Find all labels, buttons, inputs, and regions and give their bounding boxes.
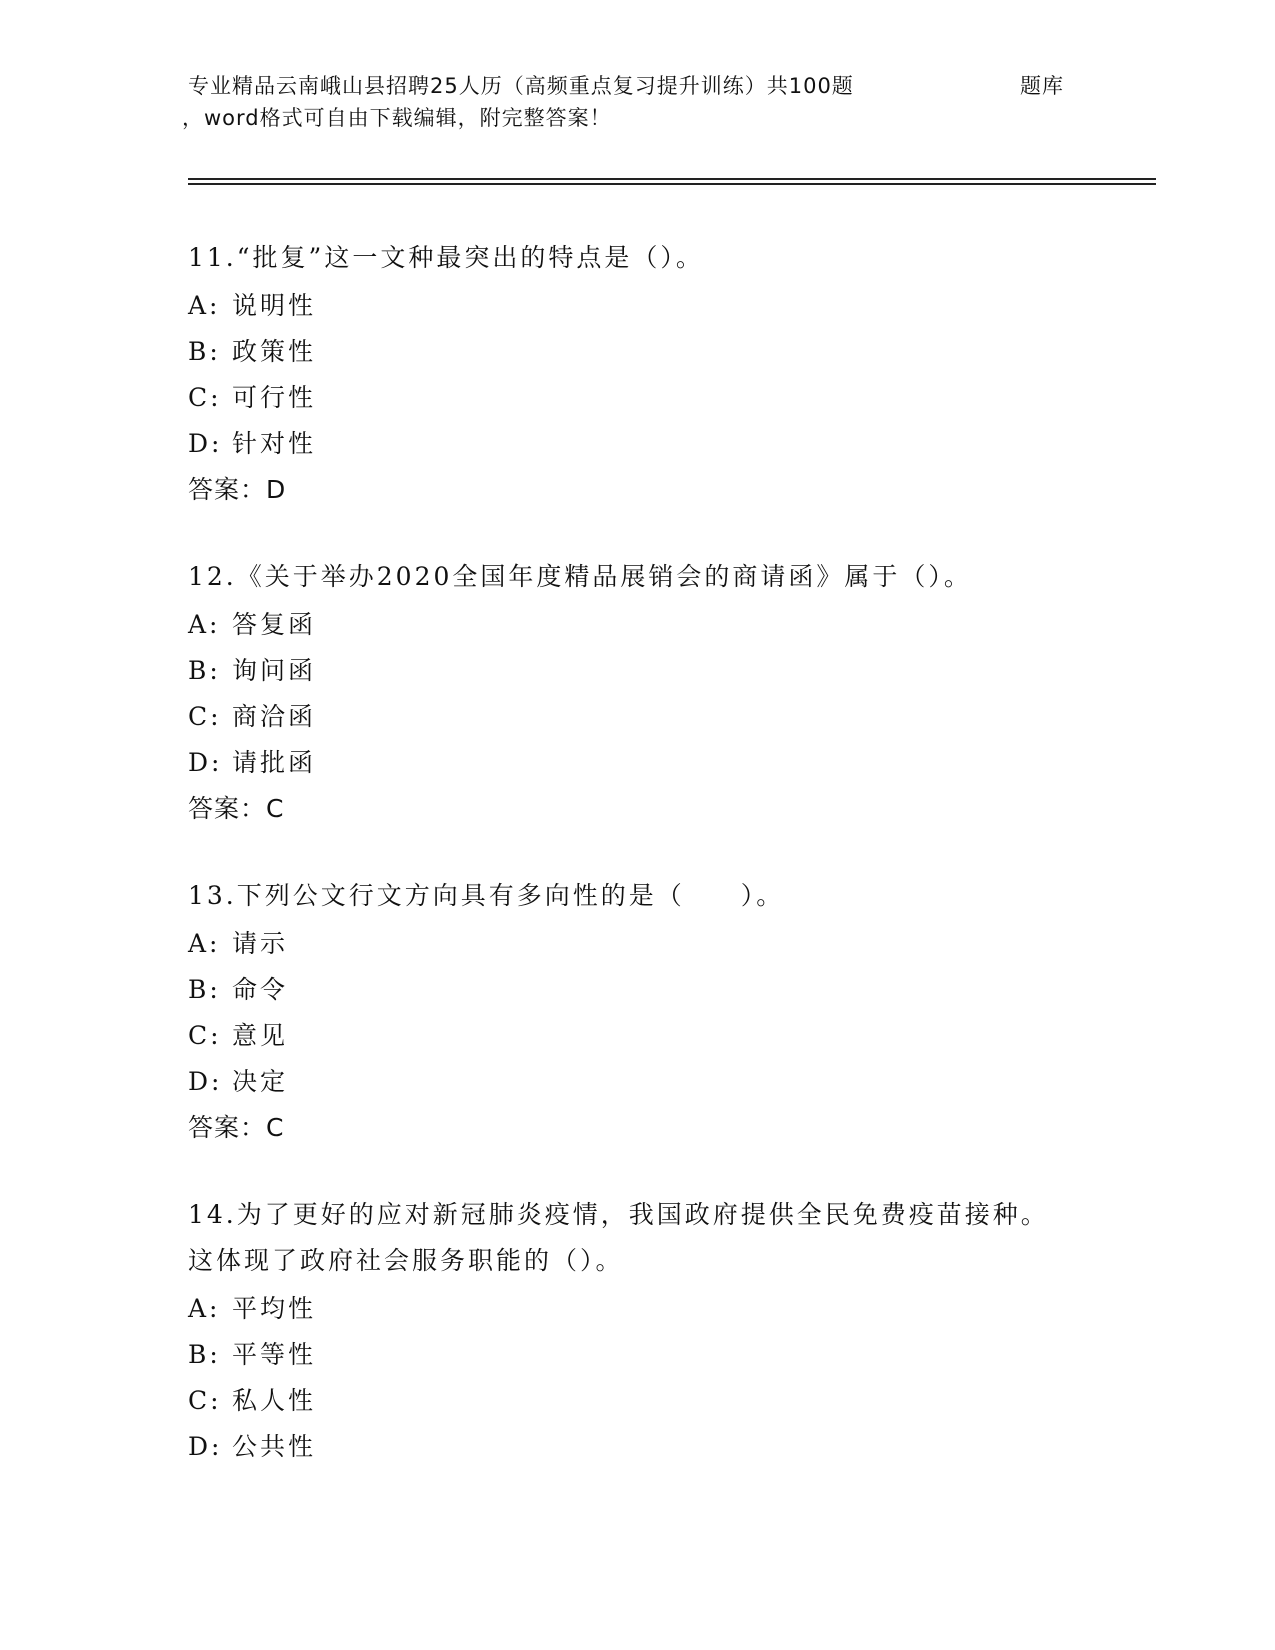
option-text: 决定 [232, 1067, 289, 1096]
option-text: 商洽函 [232, 702, 317, 731]
option-text: 说明性 [232, 291, 317, 320]
option-c [188, 694, 1088, 740]
question-text: 下列公文行文方向具有多向性的是（ ）。 [236, 881, 785, 910]
option-text: 公共性 [232, 1432, 317, 1461]
header-tag: 题库 [1020, 74, 1064, 98]
option-b [188, 967, 1088, 1013]
question-stem-continued [188, 1240, 1088, 1282]
header-title: 专业精品云南峨山县招聘25人历（高频重点复习提升训练）共100题 [188, 74, 854, 98]
option-letter: C: [188, 702, 222, 731]
option-a [188, 1286, 1088, 1332]
option-letter: C: [188, 383, 222, 412]
option-letter: D: [188, 429, 223, 458]
option-text: 政策性 [232, 337, 317, 366]
option-letter: D: [188, 1067, 223, 1096]
option-text: 请示 [232, 929, 289, 958]
question-number: 14. [188, 1200, 237, 1229]
option-c [188, 375, 1088, 421]
answer-line: 答案：C [188, 1113, 285, 1142]
question-stem [188, 875, 1088, 917]
header-divider-top [188, 178, 1156, 180]
question-text: 《关于举办2020全国年度精品展销会的商请函》属于（）。 [236, 562, 972, 591]
option-letter: A: [188, 610, 221, 639]
question-text-line1: 为了更好的应对新冠肺炎疫情，我国政府提供全民免费疫苗接种。 [236, 1200, 1049, 1229]
question-stem [188, 556, 1088, 598]
option-letter: C: [188, 1021, 222, 1050]
question-number: 12. [188, 562, 237, 591]
option-letter: A: [188, 1294, 221, 1323]
answer-line: 答案：C [188, 794, 285, 823]
question-13 [188, 875, 1088, 1151]
option-d [188, 1424, 1088, 1470]
option-letter: D: [188, 1432, 223, 1461]
option-text: 平等性 [232, 1340, 317, 1369]
question-stem [188, 1194, 1088, 1236]
option-d [188, 421, 1088, 467]
option-letter: B: [188, 975, 221, 1004]
option-text: 平均性 [232, 1294, 317, 1323]
question-number: 11. [188, 243, 237, 272]
question-14 [188, 1194, 1088, 1470]
option-text: 意见 [232, 1021, 289, 1050]
option-letter: B: [188, 656, 221, 685]
option-text: 命令 [232, 975, 289, 1004]
option-a [188, 602, 1088, 648]
option-b [188, 648, 1088, 694]
option-letter: A: [188, 291, 221, 320]
question-text: “批复”这一文种最突出的特点是（）。 [236, 243, 704, 272]
question-12 [188, 556, 1088, 832]
option-text: 答复函 [232, 610, 317, 639]
option-letter: B: [188, 1340, 221, 1369]
option-text: 私人性 [232, 1386, 317, 1415]
option-b [188, 329, 1088, 375]
option-text: 可行性 [232, 383, 317, 412]
question-11 [188, 237, 1088, 513]
option-c [188, 1013, 1088, 1059]
option-text: 询问函 [232, 656, 317, 685]
option-c [188, 1378, 1088, 1424]
option-text: 请批函 [232, 748, 317, 777]
option-letter: B: [188, 337, 221, 366]
header-title-line [188, 70, 1108, 102]
question-text-line2: 这体现了政府社会服务职能的（）。 [188, 1246, 624, 1275]
option-letter: C: [188, 1386, 222, 1415]
option-a [188, 283, 1088, 329]
question-number: 13. [188, 881, 237, 910]
option-letter: A: [188, 929, 221, 958]
answer-line: 答案：D [188, 475, 287, 504]
option-b [188, 1332, 1088, 1378]
option-d [188, 740, 1088, 786]
document-header [182, 70, 1108, 134]
header-divider-bottom [188, 183, 1156, 185]
option-d [188, 1059, 1088, 1105]
option-text: 针对性 [232, 429, 317, 458]
option-a [188, 921, 1088, 967]
question-stem [188, 237, 1088, 279]
option-letter: D: [188, 748, 223, 777]
header-subtitle: ，word格式可自由下载编辑，附完整答案！ [182, 106, 612, 130]
